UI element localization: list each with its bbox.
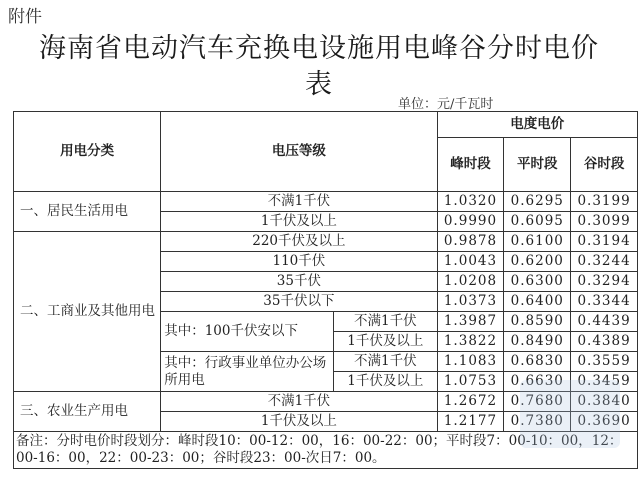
voltage-cell: 35千伏以下 [161, 292, 437, 312]
footnote-time-periods: 备注：分时电价时段划分：峰时段10：00-12：00，16：00-22：00；平时段7：00-10：00，12：00-16：00，22：00-23：00；谷时段23：00-次日7：00。 [14, 432, 638, 469]
voltage-cell: 220千伏及以上 [161, 232, 437, 252]
flat-price-cell: 0.6100 [504, 232, 571, 252]
peak-price-cell: 1.1083 [437, 352, 504, 372]
valley-price-cell: 0.3194 [571, 232, 638, 252]
peak-price-cell: 1.0043 [437, 252, 504, 272]
valley-price-cell: 0.4389 [571, 332, 638, 352]
subcategory-government-offices: 其中：行政事业单位办公场所用电 [161, 352, 334, 392]
voltage-cell: 1千伏及以上 [161, 412, 437, 432]
voltage-cell: 1千伏及以上 [333, 372, 437, 392]
peak-price-cell: 0.9878 [437, 232, 504, 252]
table-row [14, 232, 638, 252]
voltage-cell: 不满1千伏 [161, 392, 437, 412]
unit-label: 单位：元/千瓦时 [398, 97, 494, 112]
column-header-voltage: 电压等级 [161, 112, 437, 192]
flat-price-cell: 0.6630 [504, 372, 571, 392]
valley-price-cell: 0.4439 [571, 312, 638, 332]
voltage-cell: 35千伏 [161, 272, 437, 292]
valley-price-cell: 0.3199 [571, 192, 638, 212]
watermark-logo [520, 380, 620, 448]
valley-price-cell: 0.3244 [571, 252, 638, 272]
flat-price-cell: 0.6300 [504, 272, 571, 292]
valley-price-cell: 0.3099 [571, 212, 638, 232]
category-commercial: 二、工商业及其他用电 [14, 232, 161, 392]
valley-price-cell: 0.3294 [571, 272, 638, 292]
flat-price-cell: 0.6295 [504, 192, 571, 212]
valley-price-cell: 0.3344 [571, 292, 638, 312]
column-header-flat: 平时段 [504, 138, 571, 192]
category-agriculture: 三、农业生产用电 [14, 392, 161, 432]
flat-price-cell: 0.6095 [504, 212, 571, 232]
peak-price-cell: 1.3822 [437, 332, 504, 352]
category-residential: 一、居民生活用电 [14, 192, 161, 232]
peak-price-cell: 1.2177 [437, 412, 504, 432]
document-title: 海南省电动汽车充换电设施用电峰谷分时电价 [39, 33, 599, 64]
voltage-cell: 1千伏及以上 [333, 332, 437, 352]
column-header-valley: 谷时段 [571, 138, 638, 192]
header-row [14, 112, 638, 138]
flat-price-cell: 0.7680 [504, 392, 571, 412]
peak-price-cell: 1.0320 [437, 192, 504, 212]
peak-price-cell: 1.3987 [437, 312, 504, 332]
voltage-cell: 110千伏 [161, 252, 437, 272]
column-header-category: 用电分类 [14, 112, 161, 192]
voltage-cell: 1千伏及以上 [161, 212, 437, 232]
flat-price-cell: 0.8490 [504, 332, 571, 352]
flat-price-cell: 0.8590 [504, 312, 571, 332]
attachment-label: 附件 [8, 7, 42, 27]
voltage-cell: 不满1千伏 [333, 312, 437, 332]
column-header-price-group: 电度电价 [437, 112, 637, 138]
flat-price-cell: 0.7380 [504, 412, 571, 432]
peak-price-cell: 0.9990 [437, 212, 504, 232]
subcategory-small-capacity: 其中：100千伏安以下 [161, 312, 334, 352]
column-header-peak: 峰时段 [437, 138, 504, 192]
valley-price-cell: 0.3559 [571, 352, 638, 372]
valley-price-cell: 0.3840 [571, 392, 638, 412]
flat-price-cell: 0.6200 [504, 252, 571, 272]
peak-price-cell: 1.2672 [437, 392, 504, 412]
voltage-cell: 不满1千伏 [161, 192, 437, 212]
voltage-cell: 不满1千伏 [333, 352, 437, 372]
flat-price-cell: 0.6830 [504, 352, 571, 372]
document-title-continued: 表 [305, 69, 333, 100]
table-row [14, 192, 638, 212]
flat-price-cell: 0.6400 [504, 292, 571, 312]
peak-price-cell: 1.0373 [437, 292, 504, 312]
peak-price-cell: 1.0753 [437, 372, 504, 392]
peak-price-cell: 1.0208 [437, 272, 504, 292]
valley-price-cell: 0.3690 [571, 412, 638, 432]
valley-price-cell: 0.3459 [571, 372, 638, 392]
